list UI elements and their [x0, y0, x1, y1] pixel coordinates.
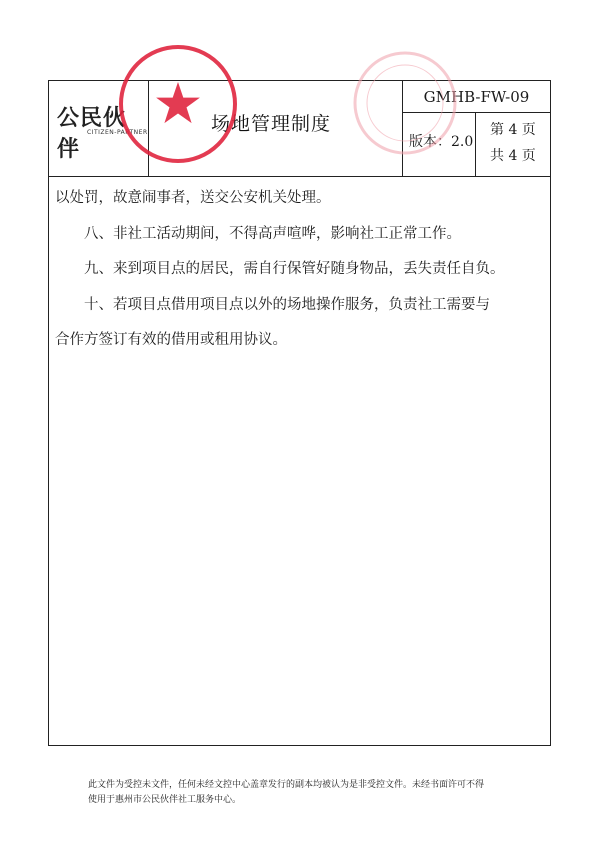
body-line: 八、非社工活动期间，不得高声喧哗，影响社工正常工作。 — [84, 225, 461, 242]
footer-line: 使用于惠州市公民伙伴社工服务中心。 — [88, 795, 242, 805]
document-body — [55, 181, 544, 359]
title-cell — [149, 81, 403, 176]
meta-cell — [403, 81, 550, 176]
body-line: 九、来到项目点的居民，需自行保管好随身物品，丢失责任自负。 — [84, 261, 505, 277]
version-row — [403, 113, 550, 176]
page-box — [475, 113, 550, 176]
page-total: 共 4 页 — [490, 148, 536, 164]
body-line: 十、若项目点借用项目点以外的场地操作服务，负责社工需要与 — [84, 296, 490, 313]
footer-line: 此文件为受控未文件，任何未经文控中心盖章发行的副本均被认为是非受控文件。未经书面许可不得 — [88, 780, 485, 790]
document-code: GMHB-FW-09 — [403, 81, 550, 113]
body-line: 合作方签订有效的借用或租用协议。 — [55, 332, 287, 348]
logo-subtitle: CITIZEN-PARTNER — [87, 129, 148, 136]
document-title: 场地管理制度 — [211, 113, 332, 135]
body-line: 以处罚，故意闹事者，送交公安机关处理。 — [55, 190, 331, 206]
document-footer — [88, 778, 528, 808]
document-frame — [48, 80, 551, 746]
page-number: 第 4 页 — [490, 122, 536, 138]
logo-cell — [49, 81, 149, 176]
document-header — [49, 81, 550, 177]
logo: 公民伙伴 — [57, 106, 127, 162]
version-label: 版本：2.0 — [409, 134, 474, 150]
